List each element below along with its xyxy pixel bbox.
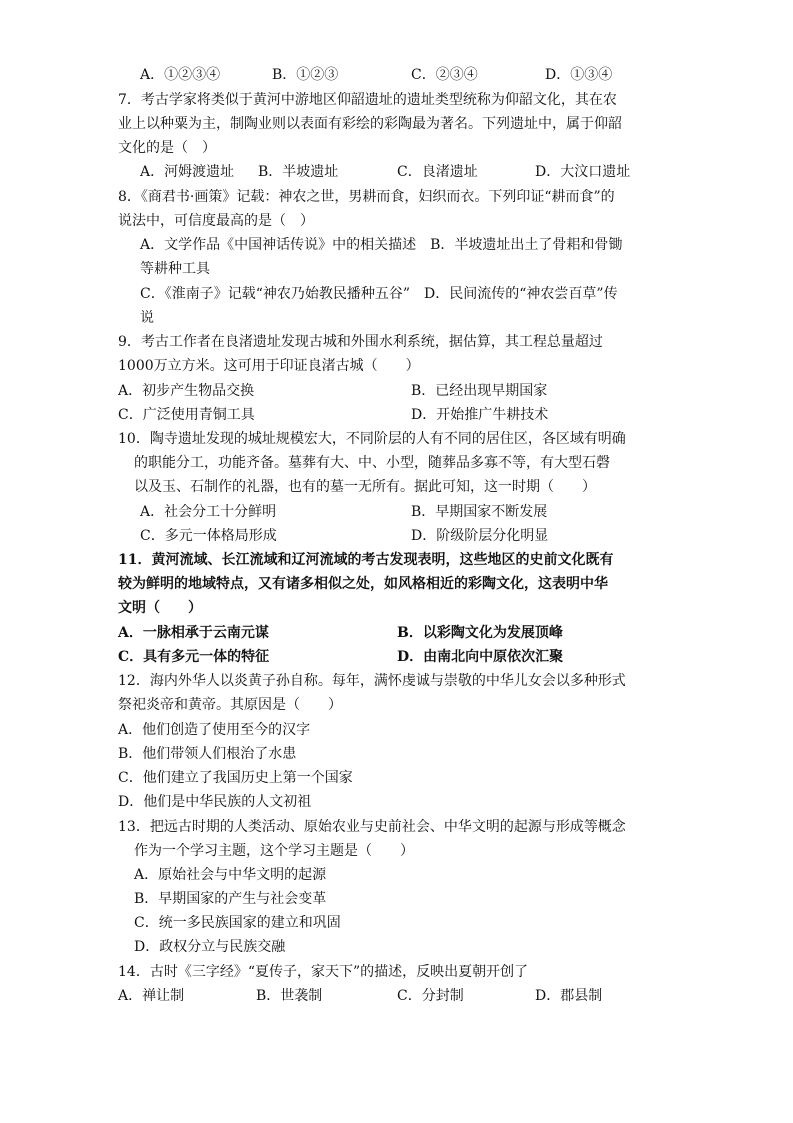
q9-stem-line-1: 9．考古工作者在良渚遗址发现古城和外围水利系统，据估算，其工程总量超过 xyxy=(118,334,603,350)
q13-option-c: C．统一多民族国家的建立和巩固 xyxy=(134,915,341,931)
q7-stem-line-2: 业上以种粟为主，制陶业则以表面有彩绘的彩陶最为著名。下列遗址中，属于仰韶 xyxy=(118,116,622,132)
q6-option-d: D．①③④ xyxy=(545,67,613,83)
q8-stem-line-1: 8．《商君书·画策》记载：神农之世，男耕而食，妇织而衣。下列印证“耕而食”的 xyxy=(118,189,615,205)
q11-option-d: D．由南北向中原依次汇聚 xyxy=(397,649,564,665)
q12-option-b: B．他们带领人们根治了水患 xyxy=(118,746,297,762)
q13-option-b: B．早期国家的产生与社会变革 xyxy=(134,891,327,907)
q7-option-c: C．良渚遗址 xyxy=(397,164,478,180)
q8-option-line-1: A．文学作品《中国神话传说》中的相关描述 B．半坡遗址出土了骨耜和骨锄 xyxy=(140,237,623,253)
q12-stem-line-1: 12．海内外华人以炎黄子孙自称。每年，满怀虔诚与崇敬的中华儿女会以多种形式 xyxy=(118,673,626,689)
q14-option-a: A．禅让制 xyxy=(118,988,185,1004)
q11-option-a: A．一脉相承于云南元谋 xyxy=(118,625,269,641)
q12-option-c: C．他们建立了我国历史上第一个国家 xyxy=(118,770,353,786)
q7-stem-line-3: 文化的是（ ） xyxy=(118,140,216,156)
q9-option-a: A．初步产生物品交换 xyxy=(118,383,255,399)
q7-option-d: D．大汶口遗址 xyxy=(535,164,631,180)
q10-stem-line-1: 10．陶寺遗址发现的城址规模宏大，不同阶层的人有不同的居住区，各区域有明确 xyxy=(118,431,626,447)
q13-option-a: A．原始社会与中华文明的起源 xyxy=(134,867,327,883)
q11-stem-line-2: 较为鲜明的地域特点，又有诸多相似之处，如风格相近的彩陶文化，这表明中华 xyxy=(118,576,608,592)
q14-option-d: D．郡县制 xyxy=(535,988,603,1004)
q10-option-b: B．早期国家不断发展 xyxy=(411,504,548,520)
q14-option-b: B．世袭制 xyxy=(256,988,323,1004)
q9-option-d: D．开始推广牛耕技术 xyxy=(411,407,549,423)
q8-option-line-4: 说 xyxy=(140,310,154,326)
q11-stem-line-1: 11．黄河流域、长江流域和辽河流域的考古发现表明，这些地区的史前文化既有 xyxy=(118,552,614,568)
q9-stem-line-2: 1000万立方米。这可用于印证良渚古城（ ） xyxy=(118,358,420,374)
q8-option-line-2: 等耕种工具 xyxy=(140,261,210,277)
q11-stem-line-3: 文明（ ） xyxy=(118,600,202,616)
q13-stem-line-2: 作为一个学习主题，这个学习主题是（ ） xyxy=(134,843,414,859)
q12-stem-line-2: 祭祀炎帝和黄帝。其原因是（ ） xyxy=(118,697,342,713)
q8-stem-line-2: 说法中，可信度最高的是（ ） xyxy=(118,213,314,229)
q9-option-c: C．广泛使用青铜工具 xyxy=(118,407,255,423)
q6-option-a: A．①②③④ xyxy=(140,67,221,83)
q10-stem-line-3: 以及玉、石制作的礼器，也有的墓一无所有。据此可知，这一时期（ ） xyxy=(134,479,596,495)
q10-option-c: C．多元一体格局形成 xyxy=(140,528,277,544)
q10-option-a: A．社会分工十分鲜明 xyxy=(140,504,277,520)
q11-option-c: C．具有多元一体的特征 xyxy=(118,649,270,665)
q8-option-line-3: C．《淮南子》记载“神农乃始教民播种五谷” D．民间流传的“神农尝百草”传 xyxy=(140,286,618,302)
q14-stem-line-1: 14．古时《三字经》“夏传子，家天下”的描述，反映出夏朝开创了 xyxy=(118,964,529,980)
q11-option-b: B．以彩陶文化为发展顶峰 xyxy=(397,625,563,641)
q7-stem-line-1: 7．考古学家将类似于黄河中游地区仰韶遗址的遗址类型统称为仰韶文化，其在农 xyxy=(118,92,617,108)
q6-option-c: C．②③④ xyxy=(411,67,478,83)
q12-option-a: A．他们创造了使用至今的汉字 xyxy=(118,722,311,738)
q6-option-b: B．①②③ xyxy=(272,67,339,83)
q9-option-b: B．已经出现早期国家 xyxy=(411,383,548,399)
q10-stem-line-2: 的职能分工，功能齐备。墓葬有大、中、小型，随葬品多寡不等，有大型石磬 xyxy=(134,455,610,471)
q13-option-d: D．政权分立与民族交融 xyxy=(134,939,286,955)
q10-option-d: D．阶级阶层分化明显 xyxy=(411,528,549,544)
q13-stem-line-1: 13．把远古时期的人类活动、原始农业与史前社会、中华文明的起源与形成等概念 xyxy=(118,819,626,835)
q12-option-d: D．他们是中华民族的人文初祖 xyxy=(118,794,312,810)
q7-option-a: A．河姆渡遗址 xyxy=(140,164,235,180)
q14-option-c: C．分封制 xyxy=(397,988,464,1004)
q7-option-b: B．半坡遗址 xyxy=(258,164,339,180)
